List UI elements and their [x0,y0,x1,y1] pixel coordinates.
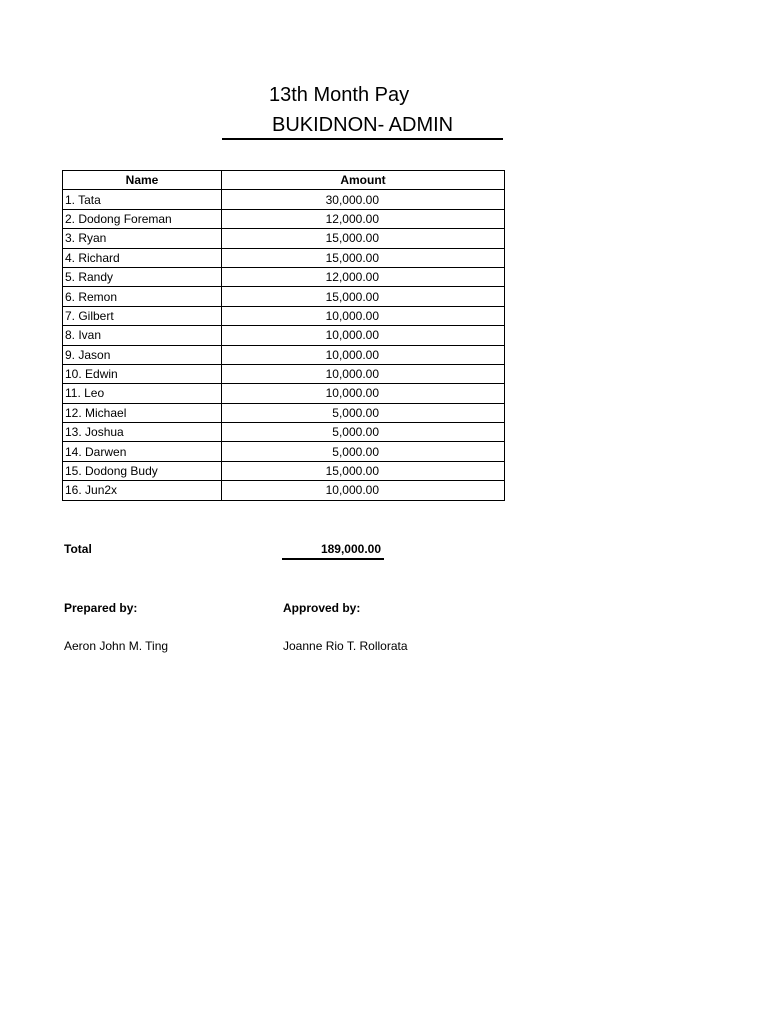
amount-cell: 10,000.00 [222,384,505,403]
employee-name-cell: 16. Jun2x [63,481,222,500]
employee-name-cell: 10. Edwin [63,364,222,383]
column-header-amount: Amount [222,171,505,190]
table-row [63,442,505,461]
employee-name-cell: 15. Dodong Budy [63,461,222,480]
employee-name-cell: 5. Randy [63,267,222,286]
amount-cell: 15,000.00 [222,248,505,267]
total-label: Total [64,542,92,556]
employee-name-cell: 14. Darwen [63,442,222,461]
title-underline [222,138,503,140]
amount-cell: 10,000.00 [222,345,505,364]
amount-cell: 5,000.00 [222,442,505,461]
table-row [63,461,505,480]
employee-name-cell: 13. Joshua [63,423,222,442]
prepared-by-name: Aeron John M. Ting [64,639,169,653]
document-title: 13th Month Pay [269,84,410,106]
employee-name-cell: 1. Tata [63,190,222,209]
amount-cell: 10,000.00 [222,306,505,325]
employee-name-cell: 7. Gilbert [63,306,222,325]
amount-cell: 10,000.00 [222,364,505,383]
amount-cell: 5,000.00 [222,403,505,422]
table-row [63,345,505,364]
employee-name-cell: 11. Leo [63,384,222,403]
amount-cell: 10,000.00 [222,481,505,500]
pay-table [62,170,505,501]
amount-cell: 12,000.00 [222,267,505,286]
employee-name-cell: 4. Richard [63,248,222,267]
total-value: 189,000.00 [282,540,384,560]
table-row [63,423,505,442]
employee-name-cell: 8. Ivan [63,326,222,345]
amount-cell: 10,000.00 [222,326,505,345]
table-row [63,326,505,345]
amount-cell: 15,000.00 [222,461,505,480]
table-row [63,190,505,209]
employee-name-cell: 12. Michael [63,403,222,422]
table-row [63,364,505,383]
table-body [63,190,505,500]
amount-cell: 30,000.00 [222,190,505,209]
table-row [63,248,505,267]
employee-name-cell: 2. Dodong Foreman [63,209,222,228]
approved-by-label: Approved by: [283,601,361,615]
amount-cell: 5,000.00 [222,423,505,442]
amount-cell: 12,000.00 [222,209,505,228]
table-row [63,384,505,403]
approved-by-name: Joanne Rio T. Rollorata [283,639,408,653]
amount-cell: 15,000.00 [222,287,505,306]
table-row [63,306,505,325]
table-row [63,209,505,228]
table-row [63,229,505,248]
document-subtitle: BUKIDNON- ADMIN [272,114,454,136]
employee-name-cell: 3. Ryan [63,229,222,248]
table-header-row [63,171,505,190]
employee-name-cell: 6. Remon [63,287,222,306]
amount-cell: 15,000.00 [222,229,505,248]
prepared-by-label: Prepared by: [64,601,138,615]
table-row [63,287,505,306]
table-row [63,267,505,286]
table-row [63,481,505,500]
employee-name-cell: 9. Jason [63,345,222,364]
column-header-name: Name [63,171,222,190]
table-row [63,403,505,422]
